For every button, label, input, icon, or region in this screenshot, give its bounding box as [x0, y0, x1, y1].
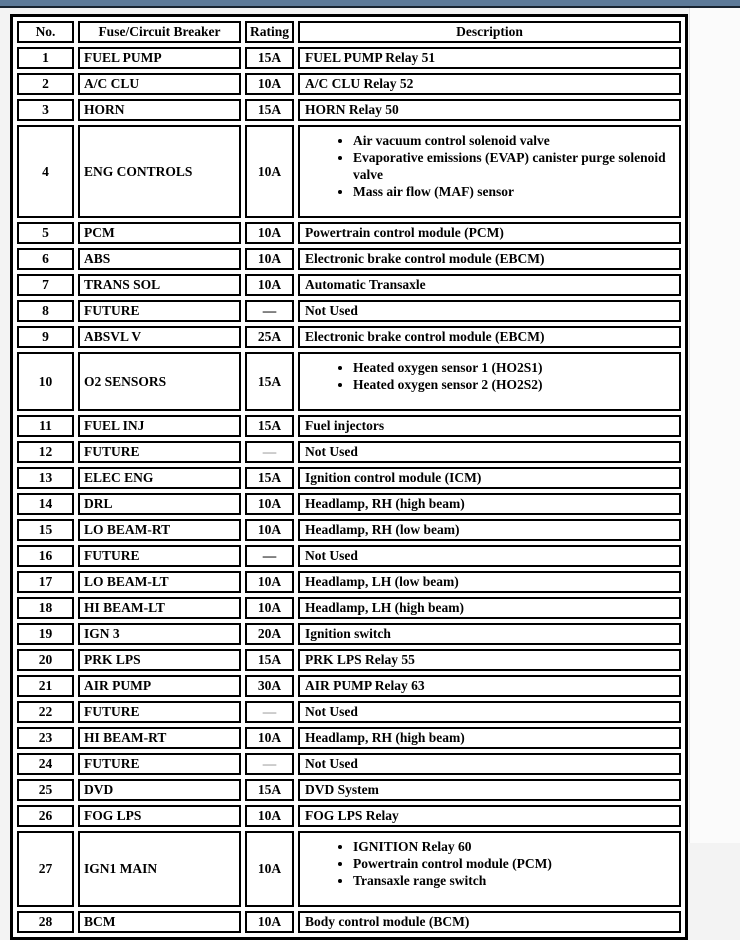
- header-description: Description: [298, 21, 681, 43]
- description-cell: PRK LPS Relay 55: [298, 649, 681, 671]
- description-cell: DVD System: [298, 779, 681, 801]
- fuse-row-19: [17, 623, 681, 645]
- fuse-name-cell: ABS: [78, 248, 241, 270]
- fuse-row-9: [17, 326, 681, 348]
- description-cell: Not Used: [298, 753, 681, 775]
- rating-cell: 10A: [245, 519, 294, 541]
- description-cell: Headlamp, RH (high beam): [298, 727, 681, 749]
- description-bullet: • Air vacuum control solenoid valve: [353, 132, 676, 149]
- rating-cell: 10A: [245, 727, 294, 749]
- fuse-name-cell: FUTURE: [78, 300, 241, 322]
- fuse-number-cell: 23: [17, 727, 74, 749]
- fuse-name-cell: HI BEAM-LT: [78, 597, 241, 619]
- fuse-row-14: [17, 493, 681, 515]
- description-cell: Ignition switch: [298, 623, 681, 645]
- description-cell: A/C CLU Relay 52: [298, 73, 681, 95]
- rating-cell: —: [245, 441, 294, 463]
- fuse-row-5: [17, 222, 681, 244]
- description-cell: [298, 125, 681, 218]
- description-cell: Headlamp, RH (low beam): [298, 519, 681, 541]
- description-cell: Headlamp, RH (high beam): [298, 493, 681, 515]
- fuse-row-16: [17, 545, 681, 567]
- fuse-name-cell: PRK LPS: [78, 649, 241, 671]
- description-cell: [298, 831, 681, 907]
- fuse-name-cell: HORN: [78, 99, 241, 121]
- rating-cell: —: [245, 753, 294, 775]
- rating-cell: 15A: [245, 99, 294, 121]
- fuse-number-cell: 9: [17, 326, 74, 348]
- description-cell: Not Used: [298, 300, 681, 322]
- fuse-row-2: [17, 73, 681, 95]
- description-bullet: • Heated oxygen sensor 2 (HO2S2): [353, 376, 676, 393]
- fuse-name-cell: IGN 3: [78, 623, 241, 645]
- description-cell: Not Used: [298, 441, 681, 463]
- fuse-name-cell: O2 SENSORS: [78, 352, 241, 411]
- description-cell: [298, 352, 681, 411]
- fuse-name-cell: HI BEAM-RT: [78, 727, 241, 749]
- fuse-row-12: [17, 441, 681, 463]
- rating-cell: 15A: [245, 779, 294, 801]
- description-cell: Fuel injectors: [298, 415, 681, 437]
- fuse-number-cell: 27: [17, 831, 74, 907]
- rating-cell: 15A: [245, 415, 294, 437]
- description-cell: FOG LPS Relay: [298, 805, 681, 827]
- fuse-number-cell: 19: [17, 623, 74, 645]
- fuse-name-cell: TRANS SOL: [78, 274, 241, 296]
- fuse-row-20: [17, 649, 681, 671]
- fuse-name-cell: LO BEAM-LT: [78, 571, 241, 593]
- page-right-margin: [689, 8, 740, 843]
- rating-cell: 25A: [245, 326, 294, 348]
- fuse-row-22: [17, 701, 681, 723]
- rating-cell: 10A: [245, 571, 294, 593]
- fuse-name-cell: DRL: [78, 493, 241, 515]
- fuse-row-6: [17, 248, 681, 270]
- fuse-number-cell: 18: [17, 597, 74, 619]
- fuse-row-28: [17, 911, 681, 933]
- rating-cell: 10A: [245, 73, 294, 95]
- fuse-name-cell: IGN1 MAIN: [78, 831, 241, 907]
- description-cell: Automatic Transaxle: [298, 274, 681, 296]
- fuse-name-cell: FOG LPS: [78, 805, 241, 827]
- rating-cell: 10A: [245, 597, 294, 619]
- fuse-name-cell: FUEL PUMP: [78, 47, 241, 69]
- fuse-row-15: [17, 519, 681, 541]
- description-bullet: • IGNITION Relay 60: [353, 838, 676, 855]
- rating-cell: —: [245, 701, 294, 723]
- fuse-number-cell: 3: [17, 99, 74, 121]
- description-bullet: • Transaxle range switch: [353, 872, 676, 889]
- fuse-row-1: [17, 47, 681, 69]
- rating-cell: 10A: [245, 274, 294, 296]
- fuse-table-body: [17, 47, 681, 933]
- fuse-name-cell: ELEC ENG: [78, 467, 241, 489]
- description-bullet: • Heated oxygen sensor 1 (HO2S1): [353, 359, 676, 376]
- fuse-number-cell: 10: [17, 352, 74, 411]
- fuse-name-cell: FUEL INJ: [78, 415, 241, 437]
- fuse-row-21: [17, 675, 681, 697]
- description-cell: Headlamp, LH (high beam): [298, 597, 681, 619]
- fuse-row-7: [17, 274, 681, 296]
- fuse-number-cell: 25: [17, 779, 74, 801]
- fuse-row-25: [17, 779, 681, 801]
- fuse-table-container: [10, 14, 688, 940]
- fuse-number-cell: 21: [17, 675, 74, 697]
- fuse-number-cell: 16: [17, 545, 74, 567]
- rating-cell: 10A: [245, 911, 294, 933]
- fuse-number-cell: 13: [17, 467, 74, 489]
- fuse-number-cell: 24: [17, 753, 74, 775]
- description-cell: Ignition control module (ICM): [298, 467, 681, 489]
- rating-cell: 15A: [245, 467, 294, 489]
- description-cell: Electronic brake control module (EBCM): [298, 326, 681, 348]
- fuse-row-18: [17, 597, 681, 619]
- description-cell: AIR PUMP Relay 63: [298, 675, 681, 697]
- rating-cell: 15A: [245, 47, 294, 69]
- fuse-name-cell: AIR PUMP: [78, 675, 241, 697]
- fuse-number-cell: 28: [17, 911, 74, 933]
- rating-cell: 10A: [245, 831, 294, 907]
- fuse-name-cell: FUTURE: [78, 701, 241, 723]
- fuse-number-cell: 26: [17, 805, 74, 827]
- rating-cell: 15A: [245, 352, 294, 411]
- rating-cell: 10A: [245, 222, 294, 244]
- description-bullet: • Evaporative emissions (EVAP) canister purge solenoid valve: [353, 149, 676, 183]
- rating-cell: 15A: [245, 649, 294, 671]
- description-cell: Body control module (BCM): [298, 911, 681, 933]
- header-row: [17, 21, 681, 43]
- fuse-row-3: [17, 99, 681, 121]
- description-cell: HORN Relay 50: [298, 99, 681, 121]
- fuse-number-cell: 20: [17, 649, 74, 671]
- fuse-row-27: [17, 831, 681, 907]
- rating-cell: 10A: [245, 805, 294, 827]
- rating-cell: —: [245, 545, 294, 567]
- header-rating: Rating: [245, 21, 294, 43]
- fuse-name-cell: PCM: [78, 222, 241, 244]
- description-bullet: • Mass air flow (MAF) sensor: [353, 183, 676, 200]
- fuse-table: [10, 14, 688, 940]
- description-bullet-list: [305, 359, 676, 393]
- rating-cell: 20A: [245, 623, 294, 645]
- fuse-row-10: [17, 352, 681, 411]
- fuse-name-cell: LO BEAM-RT: [78, 519, 241, 541]
- description-bullet-list: [305, 838, 676, 889]
- fuse-row-17: [17, 571, 681, 593]
- fuse-row-23: [17, 727, 681, 749]
- fuse-number-cell: 2: [17, 73, 74, 95]
- description-bullet-list: [305, 132, 676, 200]
- description-cell: Electronic brake control module (EBCM): [298, 248, 681, 270]
- fuse-name-cell: A/C CLU: [78, 73, 241, 95]
- fuse-number-cell: 5: [17, 222, 74, 244]
- fuse-name-cell: FUTURE: [78, 753, 241, 775]
- fuse-number-cell: 11: [17, 415, 74, 437]
- fuse-row-11: [17, 415, 681, 437]
- rating-cell: 30A: [245, 675, 294, 697]
- rating-cell: 10A: [245, 493, 294, 515]
- fuse-number-cell: 8: [17, 300, 74, 322]
- description-cell: FUEL PUMP Relay 51: [298, 47, 681, 69]
- fuse-number-cell: 1: [17, 47, 74, 69]
- rating-cell: —: [245, 300, 294, 322]
- fuse-name-cell: DVD: [78, 779, 241, 801]
- fuse-name-cell: BCM: [78, 911, 241, 933]
- fuse-number-cell: 17: [17, 571, 74, 593]
- fuse-row-24: [17, 753, 681, 775]
- fuse-name-cell: FUTURE: [78, 441, 241, 463]
- rating-cell: 10A: [245, 248, 294, 270]
- description-cell: Not Used: [298, 545, 681, 567]
- fuse-row-4: [17, 125, 681, 218]
- header-fuse-circuit-breaker: Fuse/Circuit Breaker: [78, 21, 241, 43]
- fuse-name-cell: FUTURE: [78, 545, 241, 567]
- fuse-row-8: [17, 300, 681, 322]
- fuse-name-cell: ABSVL V: [78, 326, 241, 348]
- fuse-number-cell: 22: [17, 701, 74, 723]
- description-bullet: • Powertrain control module (PCM): [353, 855, 676, 872]
- header-no: No.: [17, 21, 74, 43]
- top-accent-bar: [0, 0, 740, 8]
- rating-cell: 10A: [245, 125, 294, 218]
- fuse-number-cell: 15: [17, 519, 74, 541]
- fuse-number-cell: 12: [17, 441, 74, 463]
- fuse-number-cell: 7: [17, 274, 74, 296]
- description-cell: Headlamp, LH (low beam): [298, 571, 681, 593]
- description-cell: Not Used: [298, 701, 681, 723]
- fuse-number-cell: 4: [17, 125, 74, 218]
- fuse-number-cell: 6: [17, 248, 74, 270]
- fuse-row-13: [17, 467, 681, 489]
- description-cell: Powertrain control module (PCM): [298, 222, 681, 244]
- fuse-name-cell: ENG CONTROLS: [78, 125, 241, 218]
- fuse-row-26: [17, 805, 681, 827]
- fuse-number-cell: 14: [17, 493, 74, 515]
